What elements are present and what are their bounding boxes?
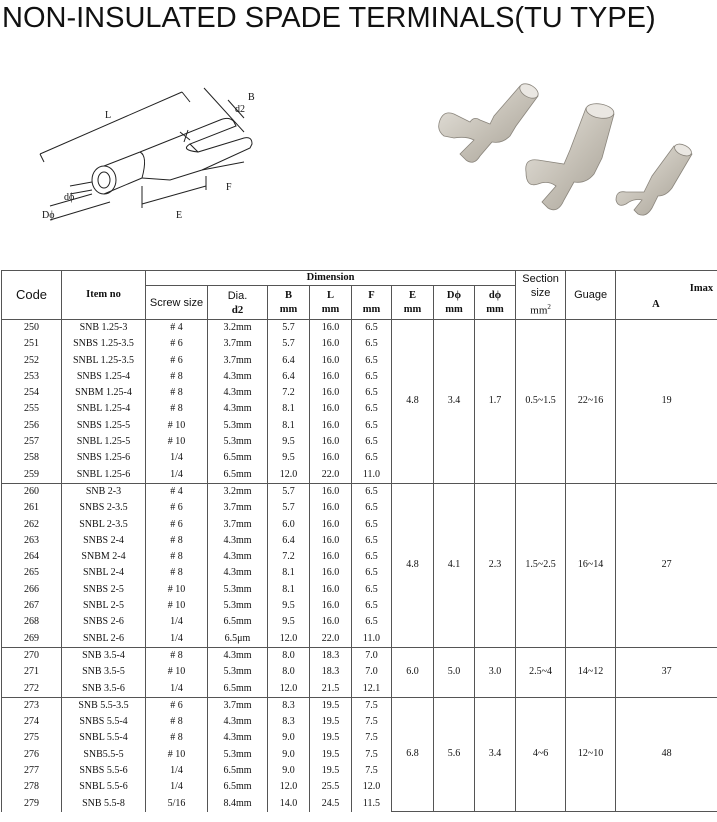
cell-F: 6.5	[352, 614, 392, 630]
cell-guage: 14~12	[566, 647, 616, 697]
cell-screw-size: 1/4	[146, 681, 208, 698]
cell-L: 22.0	[310, 467, 352, 484]
cell-B: 8.1	[268, 582, 310, 598]
cell-F: 7.5	[352, 730, 392, 746]
cell-B: 12.0	[268, 467, 310, 484]
cell-screw-size: 5/16	[146, 796, 208, 812]
cell-code: 253	[2, 369, 62, 385]
cell-code: 277	[2, 763, 62, 779]
cell-L: 19.5	[310, 747, 352, 763]
page-title: NON-INSULATED SPADE TERMINALS(TU TYPE)	[2, 2, 656, 34]
cell-L: 19.5	[310, 763, 352, 779]
cell-F: 6.5	[352, 418, 392, 434]
cell-L: 18.3	[310, 647, 352, 664]
header-guage: Guage	[566, 271, 616, 320]
cell-screw-size: # 8	[146, 565, 208, 581]
cell-E: 6.0	[392, 647, 434, 697]
cell-L: 16.0	[310, 450, 352, 466]
terminal-dimension-drawing	[30, 82, 270, 232]
label-E: E	[176, 210, 183, 221]
cell-F: 12.0	[352, 779, 392, 795]
cell-code: 278	[2, 779, 62, 795]
cell-item-no: SNBL 5.5-4	[62, 730, 146, 746]
cell-Dphi: 3.4	[434, 320, 475, 484]
cell-code: 259	[2, 467, 62, 484]
cell-screw-size: # 10	[146, 747, 208, 763]
cell-E: 4.8	[392, 320, 434, 484]
cell-d2: 6.5mm	[208, 763, 268, 779]
cell-screw-size: # 6	[146, 697, 208, 714]
cell-L: 16.0	[310, 353, 352, 369]
cell-code: 265	[2, 565, 62, 581]
table-row	[2, 697, 717, 714]
cell-d2: 5.3mm	[208, 582, 268, 598]
cell-B: 8.1	[268, 418, 310, 434]
cell-Dphi: 5.6	[434, 697, 475, 812]
cell-screw-size: # 6	[146, 517, 208, 533]
cell-code: 256	[2, 418, 62, 434]
header-dia-d2: d2	[231, 303, 244, 316]
cell-L: 18.3	[310, 664, 352, 680]
cell-dphi: 3.4	[475, 697, 516, 812]
cell-imax: 48	[616, 697, 717, 812]
cell-B: 8.1	[268, 401, 310, 417]
header-Dphi-label: Dϕ	[446, 289, 462, 301]
cell-dphi: 1.7	[475, 320, 516, 484]
label-Dphi: Dϕ	[42, 210, 55, 221]
cell-item-no: SNBS 5.5-4	[62, 714, 146, 730]
cell-code: 274	[2, 714, 62, 730]
cell-d2: 4.3mm	[208, 369, 268, 385]
cell-F: 6.5	[352, 533, 392, 549]
cell-code: 268	[2, 614, 62, 630]
cell-L: 21.5	[310, 681, 352, 698]
cell-F: 6.5	[352, 353, 392, 369]
cell-screw-size: 1/4	[146, 614, 208, 630]
cell-item-no: SNBS 2-4	[62, 533, 146, 549]
cell-L: 16.0	[310, 434, 352, 450]
cell-code: 273	[2, 697, 62, 714]
spec-table	[1, 270, 717, 812]
cell-L: 16.0	[310, 418, 352, 434]
cell-d2: 5.3mm	[208, 664, 268, 680]
cell-item-no: SNBM 2-4	[62, 549, 146, 565]
cell-item-no: SNBS 2-6	[62, 614, 146, 630]
cell-screw-size: # 10	[146, 598, 208, 614]
cell-code: 270	[2, 647, 62, 664]
label-d2: d2	[235, 104, 245, 115]
cell-screw-size: # 10	[146, 664, 208, 680]
cell-d2: 3.7mm	[208, 353, 268, 369]
cell-d2: 4.3mm	[208, 565, 268, 581]
cell-d2: 4.3mm	[208, 533, 268, 549]
cell-d2: 4.3mm	[208, 730, 268, 746]
cell-code: 263	[2, 533, 62, 549]
cell-item-no: SNBL 1.25-4	[62, 401, 146, 417]
cell-B: 5.7	[268, 500, 310, 516]
cell-B: 9.0	[268, 747, 310, 763]
cell-code: 258	[2, 450, 62, 466]
cell-F: 11.5	[352, 796, 392, 812]
cell-item-no: SNBS 1.25-6	[62, 450, 146, 466]
cell-E: 4.8	[392, 483, 434, 647]
cell-F: 6.5	[352, 598, 392, 614]
cell-item-no: SNBL 1.25-5	[62, 434, 146, 450]
terminal-product-photo	[430, 80, 700, 230]
header-imax-label: Imax	[689, 283, 714, 294]
cell-code: 257	[2, 434, 62, 450]
cell-code: 266	[2, 582, 62, 598]
cell-d2: 3.7mm	[208, 336, 268, 352]
header-dia	[208, 286, 268, 320]
header-E-label: E	[408, 289, 416, 301]
cell-screw-size: # 8	[146, 401, 208, 417]
cell-d2: 6.5mm	[208, 779, 268, 795]
header-B-label: B	[284, 289, 292, 301]
header-L-unit: mm	[321, 303, 340, 315]
cell-F: 6.5	[352, 320, 392, 337]
cell-code: 251	[2, 336, 62, 352]
table-row	[2, 320, 717, 337]
cell-section-size: 2.5~4	[516, 647, 566, 697]
cell-screw-size: 1/4	[146, 467, 208, 484]
cell-code: 261	[2, 500, 62, 516]
cell-screw-size: 1/4	[146, 450, 208, 466]
cell-d2: 5.3mm	[208, 434, 268, 450]
cell-item-no: SNB 5.5-8	[62, 796, 146, 812]
cell-L: 16.0	[310, 385, 352, 401]
header-B-unit: mm	[279, 303, 298, 315]
cell-imax: 19	[616, 320, 717, 484]
cell-item-no: SNBM 1.25-4	[62, 385, 146, 401]
cell-d2: 3.2mm	[208, 320, 268, 337]
cell-L: 16.0	[310, 369, 352, 385]
cell-B: 7.2	[268, 549, 310, 565]
cell-L: 16.0	[310, 483, 352, 500]
cell-screw-size: # 10	[146, 434, 208, 450]
cell-item-no: SNBL 2-3.5	[62, 517, 146, 533]
cell-item-no: SNB 3.5-5	[62, 664, 146, 680]
cell-screw-size: # 8	[146, 385, 208, 401]
cell-B: 5.7	[268, 483, 310, 500]
cell-B: 9.5	[268, 614, 310, 630]
cell-d2: 3.7mm	[208, 697, 268, 714]
cell-code: 272	[2, 681, 62, 698]
table-row	[2, 647, 717, 664]
cell-F: 6.5	[352, 517, 392, 533]
cell-L: 16.0	[310, 614, 352, 630]
cell-imax: 27	[616, 483, 717, 647]
header-E	[392, 286, 434, 320]
cell-screw-size: # 4	[146, 320, 208, 337]
cell-code: 262	[2, 517, 62, 533]
cell-B: 6.4	[268, 369, 310, 385]
header-size-label: size	[530, 287, 551, 300]
cell-screw-size: # 8	[146, 647, 208, 664]
header-F-unit: mm	[362, 303, 381, 315]
cell-B: 12.0	[268, 681, 310, 698]
cell-code: 255	[2, 401, 62, 417]
cell-F: 7.0	[352, 647, 392, 664]
cell-B: 8.1	[268, 565, 310, 581]
header-E-unit: mm	[403, 303, 422, 315]
cell-d2: 5.3mm	[208, 747, 268, 763]
cell-item-no: SNBL 2-5	[62, 598, 146, 614]
cell-screw-size: # 8	[146, 369, 208, 385]
cell-B: 8.0	[268, 664, 310, 680]
cell-L: 16.0	[310, 320, 352, 337]
cell-screw-size: 1/4	[146, 779, 208, 795]
cell-F: 7.0	[352, 664, 392, 680]
cell-B: 5.7	[268, 336, 310, 352]
cell-Dphi: 5.0	[434, 647, 475, 697]
cell-F: 6.5	[352, 434, 392, 450]
label-F: F	[226, 182, 232, 193]
cell-code: 271	[2, 664, 62, 680]
cell-L: 25.5	[310, 779, 352, 795]
cell-F: 12.1	[352, 681, 392, 698]
cell-item-no: SNBL 5.5-6	[62, 779, 146, 795]
cell-d2: 4.3mm	[208, 549, 268, 565]
cell-d2: 3.7mm	[208, 500, 268, 516]
header-section-size	[516, 271, 566, 320]
header-L-label: L	[326, 289, 334, 301]
cell-screw-size: # 8	[146, 533, 208, 549]
cell-section-size: 4~6	[516, 697, 566, 812]
cell-item-no: SNB 3.5-4	[62, 647, 146, 664]
cell-section-size: 1.5~2.5	[516, 483, 566, 647]
header-section-unit	[516, 300, 565, 318]
cell-L: 16.0	[310, 549, 352, 565]
label-B: B	[248, 92, 255, 103]
header-dimension: Dimension	[146, 271, 516, 286]
cell-screw-size: 1/4	[146, 631, 208, 648]
header-screw-size: Screw size	[146, 286, 208, 320]
cell-B: 8.0	[268, 647, 310, 664]
cell-guage: 12~10	[566, 697, 616, 812]
cell-B: 9.0	[268, 763, 310, 779]
cell-L: 19.5	[310, 714, 352, 730]
cell-F: 6.5	[352, 565, 392, 581]
cell-F: 6.5	[352, 450, 392, 466]
cell-d2: 3.2mm	[208, 483, 268, 500]
cell-code: 275	[2, 730, 62, 746]
cell-L: 19.5	[310, 730, 352, 746]
cell-d2: 8.4mm	[208, 796, 268, 812]
cell-item-no: SNB 2-3	[62, 483, 146, 500]
cell-F: 11.0	[352, 631, 392, 648]
cell-L: 16.0	[310, 598, 352, 614]
cell-guage: 16~14	[566, 483, 616, 647]
cell-F: 6.5	[352, 401, 392, 417]
cell-item-no: SNBL 2-6	[62, 631, 146, 648]
header-code: Code	[2, 271, 62, 320]
cell-item-no: SNB 3.5-6	[62, 681, 146, 698]
cell-L: 16.0	[310, 582, 352, 598]
cell-item-no: SNBS 1.25-3.5	[62, 336, 146, 352]
cell-B: 9.5	[268, 450, 310, 466]
cell-screw-size: # 10	[146, 418, 208, 434]
cell-B: 9.5	[268, 598, 310, 614]
cell-L: 24.5	[310, 796, 352, 812]
cell-F: 6.5	[352, 336, 392, 352]
cell-guage: 22~16	[566, 320, 616, 484]
cell-B: 12.0	[268, 631, 310, 648]
spec-table-body	[2, 320, 717, 812]
header-section-label: Section	[522, 273, 559, 286]
cell-code: 279	[2, 796, 62, 812]
cell-d2: 5.3mm	[208, 598, 268, 614]
cell-screw-size: 1/4	[146, 763, 208, 779]
cell-F: 11.0	[352, 467, 392, 484]
header-Dphi-unit: mm	[445, 303, 463, 315]
cell-code: 269	[2, 631, 62, 648]
cell-dphi: 2.3	[475, 483, 516, 647]
cell-L: 16.0	[310, 336, 352, 352]
cell-item-no: SNBS 1.25-4	[62, 369, 146, 385]
cell-screw-size: # 6	[146, 353, 208, 369]
cell-code: 276	[2, 747, 62, 763]
cell-d2: 6.5mm	[208, 467, 268, 484]
cell-B: 6.0	[268, 517, 310, 533]
cell-F: 7.5	[352, 747, 392, 763]
cell-L: 16.0	[310, 401, 352, 417]
header-B	[268, 286, 310, 320]
header-F-label: F	[368, 289, 375, 301]
cell-F: 6.5	[352, 549, 392, 565]
cell-L: 22.0	[310, 631, 352, 648]
cell-item-no: SNB5.5-5	[62, 747, 146, 763]
cell-d2: 4.3mm	[208, 401, 268, 417]
cell-L: 16.0	[310, 517, 352, 533]
cell-B: 6.4	[268, 353, 310, 369]
cell-B: 8.3	[268, 697, 310, 714]
cell-L: 16.0	[310, 533, 352, 549]
cell-L: 16.0	[310, 565, 352, 581]
cell-item-no: SNB 1.25-3	[62, 320, 146, 337]
cell-imax: 37	[616, 647, 717, 697]
header-imax	[616, 271, 717, 320]
header-Dphi	[434, 286, 475, 320]
cell-d2: 4.3mm	[208, 647, 268, 664]
cell-item-no: SNBS 2-3.5	[62, 500, 146, 516]
cell-screw-size: # 10	[146, 582, 208, 598]
cell-section-size: 0.5~1.5	[516, 320, 566, 484]
cell-code: 254	[2, 385, 62, 401]
cell-F: 6.5	[352, 483, 392, 500]
header-section-sup: 2	[547, 303, 551, 312]
cell-B: 6.4	[268, 533, 310, 549]
cell-code: 260	[2, 483, 62, 500]
cell-B: 5.7	[268, 320, 310, 337]
header-dphi	[475, 286, 516, 320]
header-imax-wrap	[616, 272, 717, 318]
cell-B: 12.0	[268, 779, 310, 795]
cell-d2: 6.5mm	[208, 450, 268, 466]
cell-item-no: SNBS 2-5	[62, 582, 146, 598]
cell-code: 267	[2, 598, 62, 614]
header-item-no: Item no	[62, 271, 146, 320]
header-dphi-unit: mm	[486, 303, 504, 315]
header-L	[310, 286, 352, 320]
table-row	[2, 483, 717, 500]
cell-d2: 6.5mm	[208, 614, 268, 630]
cell-dphi: 3.0	[475, 647, 516, 697]
cell-d2: 4.3mm	[208, 714, 268, 730]
cell-screw-size: # 8	[146, 730, 208, 746]
cell-F: 6.5	[352, 369, 392, 385]
cell-screw-size: # 6	[146, 500, 208, 516]
cell-Dphi: 4.1	[434, 483, 475, 647]
label-dphi: dϕ	[64, 192, 75, 203]
cell-screw-size: # 8	[146, 714, 208, 730]
header-dia-label: Dia.	[227, 289, 248, 302]
cell-item-no: SNBL 1.25-3.5	[62, 353, 146, 369]
cell-E: 6.8	[392, 697, 434, 812]
cell-d2: 6.5mm	[208, 681, 268, 698]
cell-item-no: SNBL 2-4	[62, 565, 146, 581]
cell-L: 16.0	[310, 500, 352, 516]
cell-L: 19.5	[310, 697, 352, 714]
cell-F: 7.5	[352, 714, 392, 730]
cell-B: 14.0	[268, 796, 310, 812]
cell-code: 264	[2, 549, 62, 565]
cell-d2: 3.7mm	[208, 517, 268, 533]
cell-F: 6.5	[352, 500, 392, 516]
cell-item-no: SNBS 1.25-5	[62, 418, 146, 434]
cell-F: 6.5	[352, 582, 392, 598]
cell-B: 9.0	[268, 730, 310, 746]
cell-B: 9.5	[268, 434, 310, 450]
cell-d2: 6.5μm	[208, 631, 268, 648]
cell-d2: 4.3mm	[208, 385, 268, 401]
cell-code: 252	[2, 353, 62, 369]
label-L: L	[105, 110, 112, 121]
header-imax-unit: A	[652, 299, 660, 310]
header-dphi-label: dϕ	[488, 289, 502, 301]
cell-F: 7.5	[352, 763, 392, 779]
cell-F: 6.5	[352, 385, 392, 401]
cell-code: 250	[2, 320, 62, 337]
cell-item-no: SNBS 5.5-6	[62, 763, 146, 779]
header-section-mm: mm	[530, 304, 548, 317]
cell-F: 7.5	[352, 697, 392, 714]
cell-screw-size: # 8	[146, 549, 208, 565]
cell-d2: 5.3mm	[208, 418, 268, 434]
cell-item-no: SNB 5.5-3.5	[62, 697, 146, 714]
cell-screw-size: # 6	[146, 336, 208, 352]
cell-B: 8.3	[268, 714, 310, 730]
header-F	[352, 286, 392, 320]
cell-B: 7.2	[268, 385, 310, 401]
cell-screw-size: # 4	[146, 483, 208, 500]
cell-item-no: SNBL 1.25-6	[62, 467, 146, 484]
